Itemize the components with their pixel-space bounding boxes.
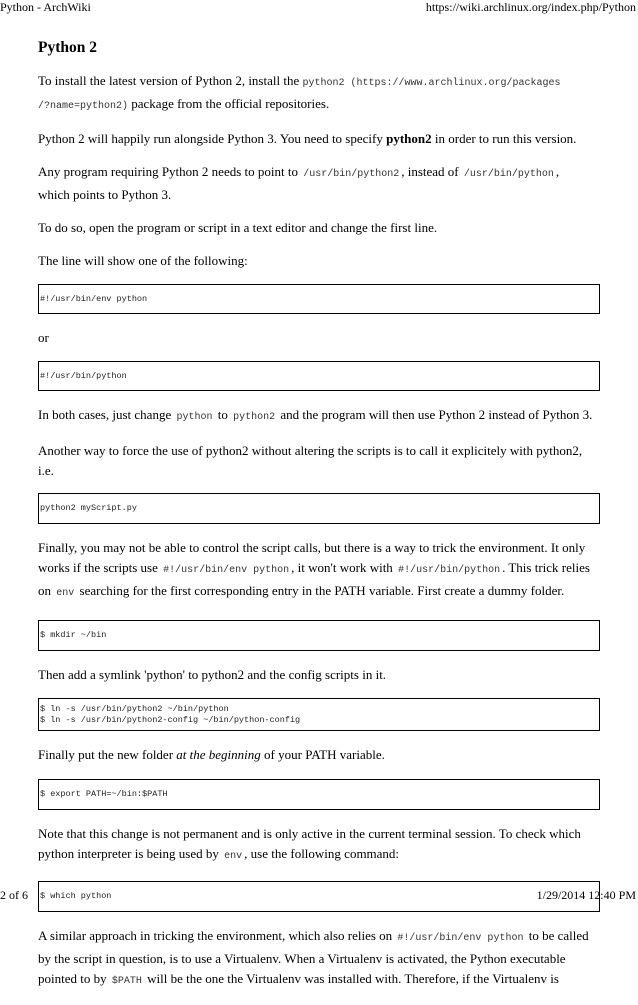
inline-code: #!/usr/bin/env python bbox=[163, 565, 290, 576]
note-paragraph: Note that this change is not permanent and is only active in the current terminal session. To check which python interpreter is being used by env , use the following command: bbox=[38, 826, 581, 862]
inline-code: $PATH bbox=[111, 976, 142, 987]
code-block-which: $ which python bbox=[38, 881, 600, 912]
coexist-paragraph: Python 2 will happily run alongside Python 3. You need to specify python2 in order to run this version. bbox=[38, 131, 577, 146]
open-editor-paragraph: To do so, open the program or script in a text editor and change the first line. bbox=[38, 220, 438, 235]
code-line: $ ln -s /usr/bin/python2 ~/bin/python bbox=[40, 703, 229, 714]
inline-code: python2 bbox=[233, 412, 276, 423]
inline-code: #!/usr/bin/env python bbox=[397, 933, 524, 944]
code-block-env: #!/usr/bin/env python bbox=[38, 284, 600, 314]
inline-code: /usr/bin/python2 bbox=[303, 169, 400, 180]
another-way-paragraph: Another way to force the use of python2 without altering the scripts is to call it explicitely with python2, i.e. bbox=[38, 443, 583, 478]
inline-code: #!/usr/bin/python bbox=[398, 565, 501, 576]
install-paragraph: To install the latest version of Python 2, install the python2 (https://www.archlinux.org/packages /?name=python2) package from the official repositories. bbox=[38, 73, 561, 112]
trick-paragraph: Finally, you may not be able to control the script calls, but there is a way to trick the environment. It only works if the scripts use #!/usr/bin/env python , it won't work with #!/usr/bin/python . This trick relies on env searching for the first corresponding entry in the PATH variable. First create a dummy folder. bbox=[38, 540, 590, 599]
point-paragraph: Any program requiring Python 2 needs to point to /usr/bin/python2 , instead of /usr/bin/python , which points to Python 3. bbox=[38, 164, 560, 202]
virtualenv-paragraph: A similar approach in tricking the environment, which also relies on #!/usr/bin/env python to be called by the script in question, is to use a Virtualenv. When a Virtualenv is activated, the Python executable pointed to by $PATH will be the one the Virtualenv was installed with. Therefore, if the Virtualenv is bbox=[38, 928, 589, 987]
page-number: 2 of 6 bbox=[0, 888, 28, 902]
inline-code: env bbox=[224, 851, 243, 862]
article-content bbox=[38, 38, 600, 1005]
inline-code: env bbox=[56, 588, 75, 599]
symlink-paragraph: Then add a symlink 'python' to python2 and the config scripts in it. bbox=[38, 667, 387, 682]
path-paragraph: Finally put the new folder at the beginning of your PATH variable. bbox=[38, 747, 385, 762]
code-block-export: $ export PATH=~/bin:$PATH bbox=[38, 779, 600, 810]
line-show-paragraph: The line will show one of the following: bbox=[38, 253, 248, 268]
print-header-url: https://wiki.archlinux.org/index.php/Python bbox=[425, 0, 636, 14]
package-link-cont[interactable]: /?name=python2) bbox=[38, 101, 129, 112]
code-block-ln bbox=[38, 698, 600, 731]
print-header-title: Python - ArchWiki bbox=[0, 0, 91, 14]
or-paragraph: or bbox=[38, 330, 49, 345]
code-line: $ ln -s /usr/bin/python2-config ~/bin/python-config bbox=[40, 714, 301, 725]
code-block-bin: #!/usr/bin/python bbox=[38, 361, 600, 391]
section-heading: Python 2 bbox=[38, 39, 97, 56]
print-timestamp: 1/29/2014 12:40 PM bbox=[536, 888, 636, 902]
inline-code: /usr/bin/python bbox=[463, 169, 554, 180]
code-block-mkdir: $ mkdir ~/bin bbox=[38, 620, 600, 651]
code-block-myscript: python2 myScript.py bbox=[38, 493, 600, 524]
change-paragraph: In both cases, just change python to python2 and the program will then use Python 2 instead of Python 3. bbox=[38, 407, 593, 423]
inline-code: python bbox=[176, 412, 213, 423]
package-link[interactable]: python2 (https://www.archlinux.org/packages bbox=[302, 78, 561, 89]
